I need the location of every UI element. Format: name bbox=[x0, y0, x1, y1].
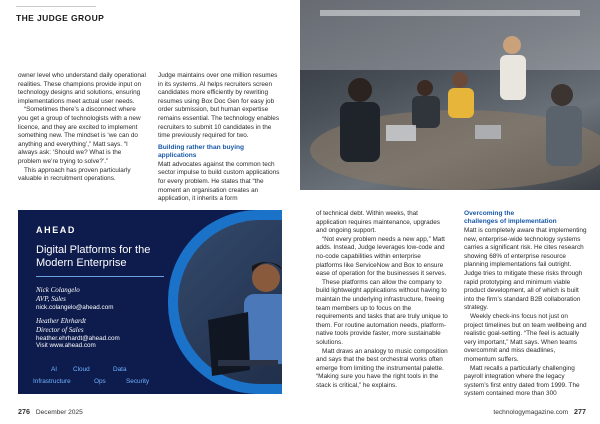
contact-name: Heather Ehrhardt bbox=[36, 317, 86, 325]
page-number: 277 bbox=[574, 407, 586, 416]
contact-email[interactable]: nick.colangelo@ahead.com bbox=[36, 304, 114, 311]
contact-name: Nick Colangelo bbox=[36, 286, 80, 294]
site-url[interactable]: technologymagazine.com bbox=[493, 409, 569, 416]
ad-website-link[interactable]: Visit www.ahead.com bbox=[36, 342, 96, 349]
section-header: THE JUDGE GROUP bbox=[16, 13, 105, 23]
tag-security: Security bbox=[126, 378, 150, 385]
meeting-photo-illustration bbox=[300, 0, 600, 190]
column-3 bbox=[316, 210, 448, 390]
tag-ai: AI bbox=[51, 366, 58, 373]
paragraph: Judge maintains over one million resumes in its systems. AI helps recruiters screen candidates more efficiently by rewriting resumes using Box Doc Gen for easy job order submission, but human expertise remains essential. The technology enables recruiters to submit 10 candidates in the time previously required for two. bbox=[158, 72, 280, 140]
tag-cloud: Cloud bbox=[73, 366, 90, 373]
contact-role: Director of Sales bbox=[36, 326, 84, 334]
paragraph: of technical debt. Within weeks, that application requires maintenance, upgrades and ongoing support. bbox=[316, 210, 440, 235]
ad-photo-developer bbox=[178, 220, 282, 384]
subheading: Building rather than buying applications bbox=[158, 143, 245, 159]
paragraph: “Not every problem needs a new app,” Matt adds. Instead, Judge leverages low-code and no-code capabilities within enterprise platforms like ServiceNow and Box to ensure ease of operation for the businesses it serves. bbox=[316, 235, 447, 278]
ahead-logo: AHEAD bbox=[36, 225, 77, 235]
top-rule bbox=[16, 6, 96, 7]
subheading: Overcoming the challenges of implementation bbox=[464, 210, 557, 225]
ad-title: Digital Platforms for the Modern Enterprise bbox=[36, 244, 151, 269]
column-4 bbox=[464, 210, 588, 399]
paragraph: owner level who understand daily operational realities. These champions provide input on technology designs and solutions, ensuring implementations meet actual user needs. bbox=[18, 72, 146, 105]
ahead-advertisement[interactable] bbox=[18, 210, 282, 394]
paragraph: Matt advocates against the common tech sector impulse to build custom applications for every problem. He states that “the moment an organisation creates an application, it inherits a form bbox=[158, 160, 280, 203]
issue-date: December 2025 bbox=[35, 409, 83, 416]
paragraph: Matt is completely aware that implementing new, enterprise-wide technology systems carries a significant risk. He cites research showing 68% of enterprise resource planning implementations fail outright. Judge tries to mitigate these risks through rapid prototyping and minimum viable product development, all of which is built into the firm’s standard B2B collaboration strategy. bbox=[464, 227, 587, 312]
page-number: 276 bbox=[18, 407, 30, 416]
footer-left bbox=[18, 407, 83, 416]
meeting-photo bbox=[300, 0, 600, 190]
contact-email[interactable]: heather.ehrhardt@ahead.com bbox=[36, 335, 120, 342]
paragraph: These platforms can allow the company to build lightweight applications without having to maintain the underlying infrastructure, freeing team members up to focus on the requirements and tasks that are truly unique to them. For routine automation needs, platform-native tools provide faster, more sustainable solutions. bbox=[316, 278, 448, 346]
column-2 bbox=[158, 72, 282, 204]
ad-divider bbox=[36, 276, 164, 277]
paragraph: This approach has proven particularly valuable in recruitment operations. bbox=[18, 166, 131, 183]
paragraph: Matt recalls a particularly challenging payroll integration where the legacy system’s first entry dated from 1999. The system contained more than 300 bbox=[464, 364, 580, 398]
column-1 bbox=[18, 72, 146, 184]
paragraph: Matt draws an analogy to music composition and says that the best orchestral works often emerge from limiting the instrumental palette. “Making sure you have the right tools in the stack is critical,” he explains. bbox=[316, 347, 448, 389]
tag-ops: Ops bbox=[94, 378, 106, 385]
tag-infrastructure: Infrastructure bbox=[33, 378, 71, 385]
ad-contacts bbox=[36, 286, 120, 343]
paragraph: Weekly check-ins focus not just on project timelines but on team wellbeing and realistic goal-setting. “The feel is actually very important,” Matt says. When teams overcommit and miss deadlines, momentum suffers. bbox=[464, 312, 587, 363]
tag-data: Data bbox=[113, 366, 127, 373]
paragraph: “Sometimes there’s a disconnect where you get a group of technologists with a new licence, and they are excited to implement something new. The mindset is ‘we can do anything and everything’,” Matt says. “I always ask: ‘Should we? What is the problem we’re trying to solve?’.” bbox=[18, 106, 141, 165]
contact-role: AVP, Sales bbox=[36, 295, 66, 303]
footer-right bbox=[493, 407, 586, 416]
developer-illustration bbox=[178, 220, 282, 384]
